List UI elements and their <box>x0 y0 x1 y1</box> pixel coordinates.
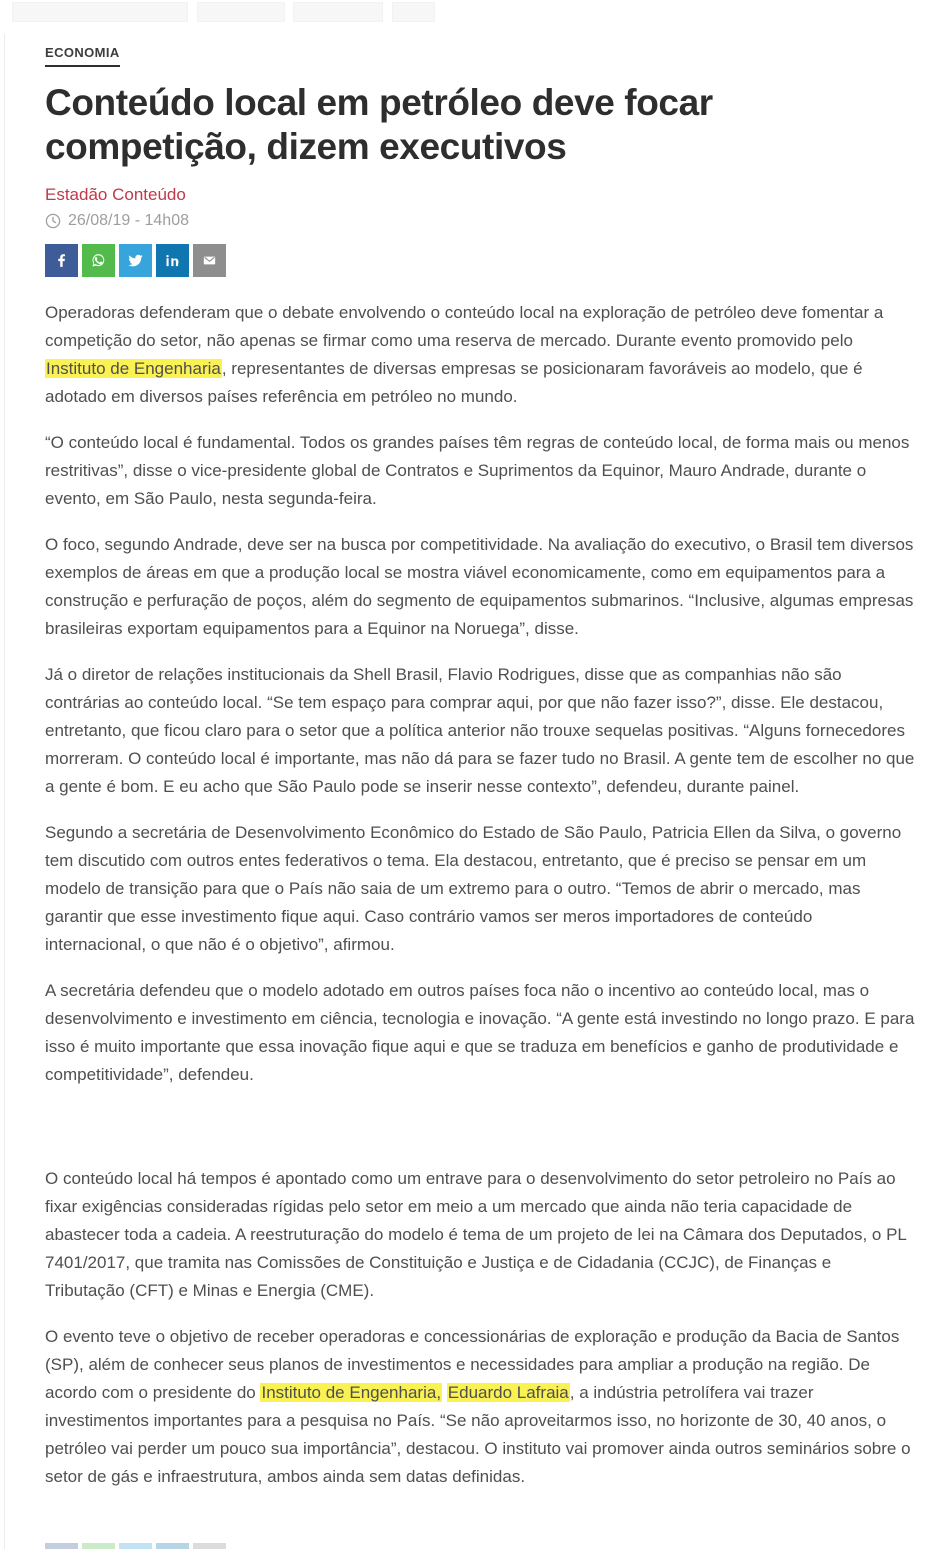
byline-link[interactable]: Estadão Conteúdo <box>45 184 186 204</box>
clock-icon <box>45 213 61 229</box>
header-placeholder <box>12 2 188 22</box>
publish-timestamp: 26/08/19 - 14h08 <box>68 211 189 229</box>
email-icon <box>201 252 218 269</box>
article-paragraph <box>45 299 915 411</box>
article-paragraph <box>45 429 915 513</box>
paragraph-text: Já o diretor de relações institucionais da Shell Brasil, Flavio Rodrigues, disse que as companhias não são contrárias ao conteúdo local. “Se tem espaço para comprar aqui, por que não fazer isso?”, disse. Ele destacou, entretanto, que ficou claro para o setor que a política anterior não trouxe sequelas positivas. “Alguns fornecedores morreram. O conteúdo local é importante, mas não dá para se fazer tudo no Brasil. A gente tem de escolher no que a gente é bom. E eu acho que São Paulo pode se inserir nesse contexto”, defendeu, durante painel. <box>45 664 915 796</box>
email-share-button[interactable] <box>193 1543 226 1549</box>
paragraph-text: , a indústria petrolífera vai trazer investimentos importantes para a pesquisa no País. “Se não aproveitarmos isso, no horizonte de 30, 40 anos, o petróleo vai perder um pouco sua importância”, destacou. O instituto vai promover ainda outros seminários sobre o setor de gás e infraestrutura, ambos ainda sem datas definidas. <box>45 1382 911 1486</box>
publish-time-row <box>45 212 915 230</box>
twitter-share-button[interactable] <box>119 244 152 277</box>
article-paragraph <box>45 1323 915 1491</box>
article-paragraph <box>45 661 915 801</box>
article-paragraph <box>45 531 915 643</box>
article-body <box>45 299 915 1491</box>
whatsapp-share-button[interactable] <box>82 244 115 277</box>
facebook-share-button[interactable] <box>45 244 78 277</box>
linkedin-icon <box>164 252 181 269</box>
paragraph-text: O foco, segundo Andrade, deve ser na busca por competitividade. Na avaliação do executivo, o Brasil tem diversos exemplos de áreas em que a produção local se mostra viável economicamente, como em equipamentos para a construção e perfuração de poços, além do segmento de equipamentos submarinos. “Inclusive, algumas empresas brasileiras exportam equipamentos para a Equinor na Noruega”, disse. <box>45 534 914 638</box>
article-paragraph <box>45 977 915 1089</box>
email-share-button[interactable] <box>193 244 226 277</box>
facebook-share-button[interactable] <box>45 1543 78 1549</box>
category-link-economia[interactable]: ECONOMIA <box>45 45 120 67</box>
share-row-bottom <box>45 1543 226 1549</box>
share-row-top <box>45 244 915 277</box>
linkedin-share-button[interactable] <box>156 1543 189 1549</box>
whatsapp-share-button[interactable] <box>82 1543 115 1549</box>
paragraph-text: Operadoras defenderam que o debate envolvendo o conteúdo local na exploração de petróleo deve fomentar a competição do setor, não apenas se firmar como uma reserva de mercado. Durante evento promovido pelo <box>45 302 884 350</box>
twitter-icon <box>127 252 144 269</box>
paragraph-text: Segundo a secretária de Desenvolvimento Econômico do Estado de São Paulo, Patricia Ellen da Silva, o governo tem discutido com outros entes federativos o tema. Ela destacou, entretanto, que é preciso se pensar em um modelo de transição para que o País não saia de um extremo para o outro. “Temos de abrir o mercado, mas garantir que esse investimento fique aqui. Caso contrário vamos ser meros importadores de conteúdo internacional, o que não é o objetivo”, afirmou. <box>45 822 902 954</box>
facebook-icon <box>53 252 70 269</box>
article-paragraph <box>45 1165 915 1305</box>
paragraph-text: “O conteúdo local é fundamental. Todos os grandes países têm regras de conteúdo local, de forma mais ou menos restritivas”, disse o vice-presidente global de Contratos e Suprimentos da Equinor, Mauro Andrade, durante o evento, em São Paulo, nesta segunda-feira. <box>45 432 910 508</box>
highlighted-text: Instituto de Engenharia, <box>261 1382 442 1402</box>
whatsapp-icon <box>90 252 107 269</box>
top-header-cutoff <box>12 2 435 22</box>
article-paragraph <box>45 819 915 959</box>
ad-slot-empty <box>45 1107 915 1165</box>
header-placeholder <box>293 2 383 22</box>
paragraph-text: A secretária defendeu que o modelo adotado em outros países foca não o incentivo ao conteúdo local, mas o desenvolvimento e investimento em ciência, tecnologia e inovação. “A gente está investindo no longo prazo. E para isso é muito importante que essa inovação fique aqui e que se traduza em benefícios e ganho de produtividade e competitividade”, defendeu. <box>45 980 915 1084</box>
twitter-share-button[interactable] <box>119 1543 152 1549</box>
highlighted-text: Instituto de Engenharia <box>46 358 221 378</box>
paragraph-text: O evento teve o objetivo de receber operadoras e concessionárias de exploração e produção da Bacia de Santos (SP), além de conhecer seus planos de investimentos e necessidades para ampliar a produção na região. De acordo com o presidente do <box>45 1326 900 1402</box>
paragraph-text: , representantes de diversas empresas se posicionaram favoráveis ao modelo, que é adotado em diversos países referência em petróleo no mundo. <box>45 358 863 406</box>
header-placeholder <box>392 2 435 22</box>
article-headline: Conteúdo local em petróleo deve focar competição, dizem executivos <box>45 82 713 168</box>
paragraph-text: O conteúdo local há tempos é apontado como um entrave para o desenvolvimento do setor petroleiro no País ao fixar exigências consideradas rígidas pelo setor em meio a um mercado que ainda não teria capacidade de abastecer toda a cadeia. A reestruturação do modelo é tema de um projeto de lei na Câmara dos Deputados, o PL 7401/2017, que tramita nas Comissões de Constituição e Justiça e de Cidadania (CCJC), de Finanças e Tributação (CFT) e Minas e Energia (CME). <box>45 1168 907 1300</box>
header-placeholder <box>197 2 285 22</box>
highlighted-text: Eduardo Lafraia <box>447 1382 569 1402</box>
linkedin-share-button[interactable] <box>156 244 189 277</box>
